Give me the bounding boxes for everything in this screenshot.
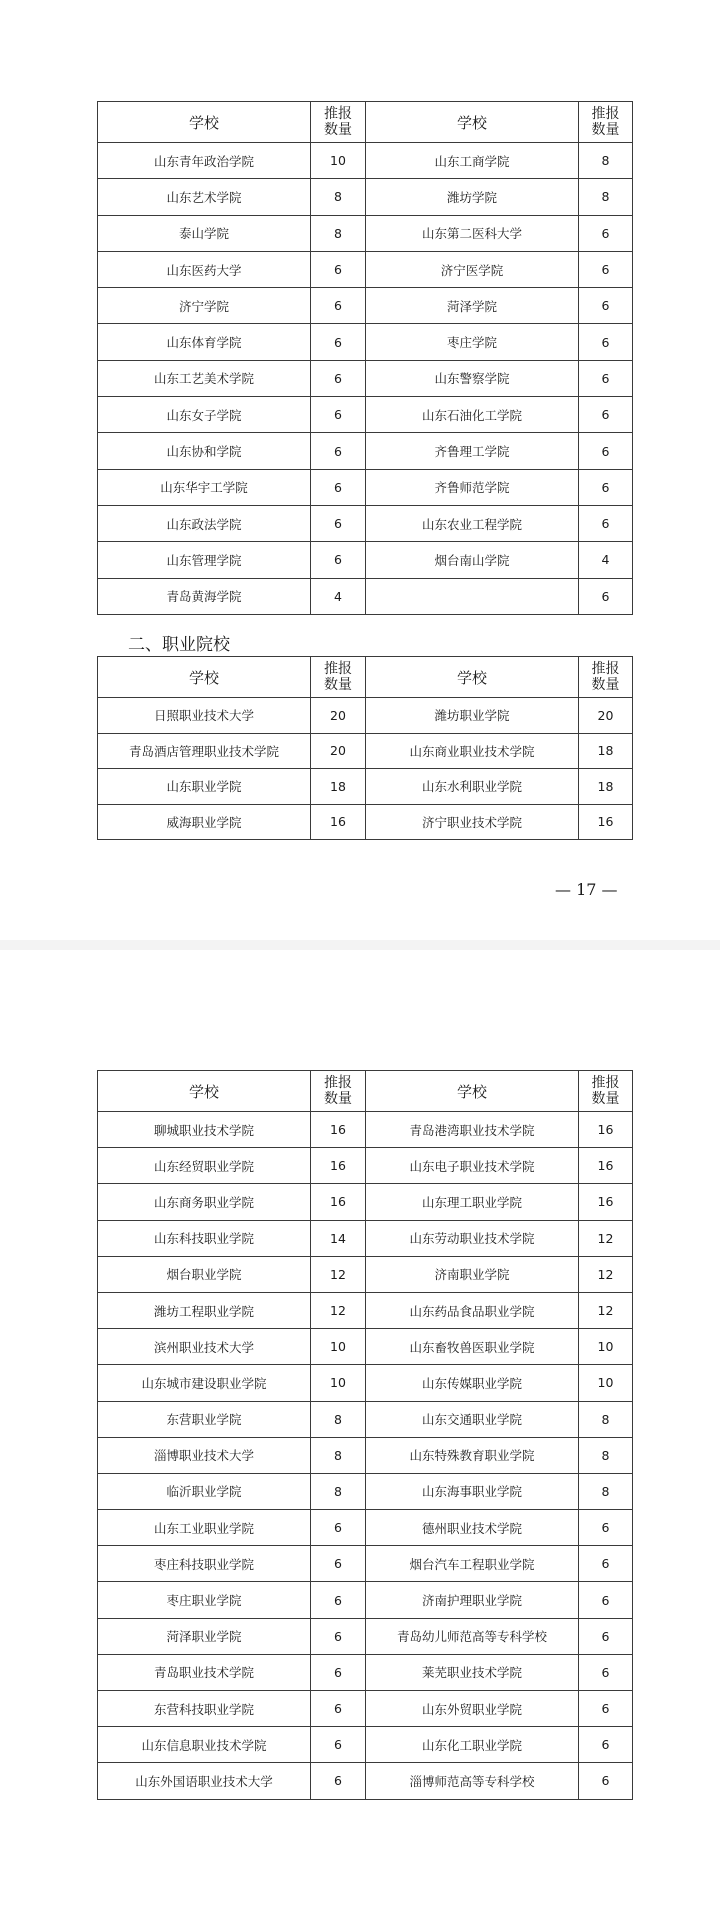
quota-cell: 20: [579, 698, 633, 734]
quota-cell: 6: [311, 360, 366, 396]
table-row: [98, 360, 633, 396]
school-name-cell: 山东农业工程学院: [366, 505, 579, 541]
table-row: [98, 1329, 633, 1365]
quota-cell: 6: [579, 578, 633, 614]
table-row: [98, 505, 633, 541]
quota-cell: 12: [579, 1220, 633, 1256]
school-name-cell: 淄博师范高等专科学校: [366, 1763, 579, 1799]
header-quota: 推报 数量: [579, 102, 633, 143]
school-name-cell: 山东畜牧兽医职业学院: [366, 1329, 579, 1365]
school-name-cell: 山东女子学院: [98, 397, 311, 433]
school-name-cell: 山东医药大学: [98, 251, 311, 287]
table-row: [98, 1112, 633, 1148]
quota-cell: 8: [579, 1473, 633, 1509]
quota-cell: 14: [311, 1220, 366, 1256]
school-name-cell: 山东海事职业学院: [366, 1473, 579, 1509]
quota-cell: 6: [579, 1727, 633, 1763]
school-name-cell: 山东特殊教育职业学院: [366, 1437, 579, 1473]
school-name-cell: 山东商务职业学院: [98, 1184, 311, 1220]
quota-cell: 16: [579, 1184, 633, 1220]
school-name-cell: 山东华宇工学院: [98, 469, 311, 505]
quota-cell: 6: [311, 288, 366, 324]
school-name-cell: 泰山学院: [98, 215, 311, 251]
school-name-cell: 山东青年政治学院: [98, 143, 311, 179]
table-row: [98, 1654, 633, 1690]
school-name-cell: 山东工商学院: [366, 143, 579, 179]
quota-cell: 20: [311, 733, 366, 769]
school-name-cell: 山东科技职业学院: [98, 1220, 311, 1256]
header-quota: 推报 数量: [579, 657, 633, 698]
school-name-cell: 济南职业学院: [366, 1256, 579, 1292]
header-quota: 推报 数量: [311, 1071, 366, 1112]
quota-cell: 16: [311, 1148, 366, 1184]
quota-cell: 6: [579, 1654, 633, 1690]
section-heading-vocational: 二、职业院校: [128, 635, 230, 655]
school-name-cell: 枣庄科技职业学院: [98, 1546, 311, 1582]
quota-cell: 6: [311, 1654, 366, 1690]
school-name-cell: 东营职业学院: [98, 1401, 311, 1437]
quota-cell: 6: [311, 251, 366, 287]
table-row: [98, 433, 633, 469]
school-name-cell: 山东药品食品职业学院: [366, 1292, 579, 1328]
quota-cell: 6: [311, 1546, 366, 1582]
quota-cell: 6: [579, 397, 633, 433]
school-name-cell: 山东工艺美术学院: [98, 360, 311, 396]
table-row: [98, 1473, 633, 1509]
quota-cell: 10: [311, 1365, 366, 1401]
table-row: [98, 542, 633, 578]
quota-cell: 8: [311, 179, 366, 215]
school-name-cell: 山东管理学院: [98, 542, 311, 578]
school-name-cell: 山东经贸职业学院: [98, 1148, 311, 1184]
quota-cell: 6: [311, 1727, 366, 1763]
school-name-cell: 淄博职业技术大学: [98, 1437, 311, 1473]
school-name-cell: 山东外贸职业学院: [366, 1691, 579, 1727]
school-name-cell: 枣庄学院: [366, 324, 579, 360]
table-row: [98, 1401, 633, 1437]
school-name-cell: 菏泽职业学院: [98, 1618, 311, 1654]
school-name-cell: 山东信息职业技术学院: [98, 1727, 311, 1763]
quota-cell: 6: [579, 215, 633, 251]
quota-cell: 18: [579, 769, 633, 805]
quota-cell: 6: [579, 288, 633, 324]
school-name-cell: 滨州职业技术大学: [98, 1329, 311, 1365]
school-name-cell: 青岛黄海学院: [98, 578, 311, 614]
quota-cell: 6: [579, 1510, 633, 1546]
school-name-cell: 山东第二医科大学: [366, 215, 579, 251]
quota-cell: 6: [311, 397, 366, 433]
school-name-cell: 潍坊工程职业学院: [98, 1292, 311, 1328]
quota-cell: 16: [311, 804, 366, 840]
quota-cell: 20: [311, 698, 366, 734]
school-name-cell: 青岛幼儿师范高等专科学校: [366, 1618, 579, 1654]
table-row: [98, 733, 633, 769]
quota-cell: 12: [579, 1256, 633, 1292]
school-name-cell: 齐鲁师范学院: [366, 469, 579, 505]
header-school: 学校: [366, 102, 579, 143]
header-school: 学校: [366, 657, 579, 698]
quota-cell: 8: [311, 215, 366, 251]
school-name-cell: 烟台南山学院: [366, 542, 579, 578]
quota-cell: 8: [579, 1401, 633, 1437]
quota-cell: 6: [311, 542, 366, 578]
quota-cell: 6: [311, 433, 366, 469]
table-row: [98, 578, 633, 614]
header-quota: 推报 数量: [579, 1071, 633, 1112]
school-name-cell: 济宁职业技术学院: [366, 804, 579, 840]
table-row: [98, 179, 633, 215]
quota-cell: 6: [311, 1763, 366, 1799]
table-row: [98, 1691, 633, 1727]
school-name-cell: 山东艺术学院: [98, 179, 311, 215]
quota-cell: 4: [311, 578, 366, 614]
header-school: 学校: [98, 1071, 311, 1112]
table-row: [98, 288, 633, 324]
quota-cell: 6: [579, 469, 633, 505]
quota-cell: 18: [579, 733, 633, 769]
table-header-row: [98, 657, 633, 698]
quota-cell: 6: [579, 1618, 633, 1654]
table-row: [98, 469, 633, 505]
quota-cell: 8: [311, 1473, 366, 1509]
school-name-cell: 聊城职业技术学院: [98, 1112, 311, 1148]
page-number: — 17 —: [555, 880, 618, 899]
quota-cell: 6: [579, 433, 633, 469]
quota-cell: 6: [311, 1582, 366, 1618]
school-name-cell: 山东协和学院: [98, 433, 311, 469]
table-row: [98, 397, 633, 433]
quota-cell: 6: [579, 1763, 633, 1799]
vocational-quota-table-continued: [97, 1070, 633, 1800]
quota-cell: 6: [311, 1618, 366, 1654]
quota-cell: 6: [579, 1546, 633, 1582]
school-name-cell: 山东劳动职业技术学院: [366, 1220, 579, 1256]
school-name-cell: 临沂职业学院: [98, 1473, 311, 1509]
quota-cell: 12: [311, 1292, 366, 1328]
school-name-cell: 山东传媒职业学院: [366, 1365, 579, 1401]
school-name-cell: 济宁学院: [98, 288, 311, 324]
school-name-cell: 山东石油化工学院: [366, 397, 579, 433]
quota-cell: 10: [311, 1329, 366, 1365]
undergrad-quota-table: [97, 101, 633, 615]
quota-cell: 4: [579, 542, 633, 578]
school-name-cell: 山东政法学院: [98, 505, 311, 541]
document-page-18: [0, 950, 720, 1928]
school-name-cell: 山东职业学院: [98, 769, 311, 805]
table-row: [98, 324, 633, 360]
quota-cell: 16: [311, 1184, 366, 1220]
table-row: [98, 1365, 633, 1401]
quota-cell: 6: [311, 469, 366, 505]
quota-cell: 8: [311, 1437, 366, 1473]
table-row: [98, 698, 633, 734]
school-name-cell: 山东城市建设职业学院: [98, 1365, 311, 1401]
header-quota: 推报 数量: [311, 657, 366, 698]
table-row: [98, 1546, 633, 1582]
quota-cell: 8: [579, 1437, 633, 1473]
school-name-cell: 菏泽学院: [366, 288, 579, 324]
quota-cell: 12: [311, 1256, 366, 1292]
quota-cell: 12: [579, 1292, 633, 1328]
quota-cell: 6: [579, 251, 633, 287]
table-row: [98, 769, 633, 805]
header-school: 学校: [98, 102, 311, 143]
school-name-cell: 山东交通职业学院: [366, 1401, 579, 1437]
quota-cell: 8: [579, 143, 633, 179]
quota-cell: 6: [311, 505, 366, 541]
table-row: [98, 1763, 633, 1799]
school-name-cell: 青岛港湾职业技术学院: [366, 1112, 579, 1148]
table-row: [98, 215, 633, 251]
table-row: [98, 1256, 633, 1292]
quota-cell: 16: [579, 1112, 633, 1148]
table-row: [98, 1582, 633, 1618]
school-name-cell: 威海职业学院: [98, 804, 311, 840]
school-name-cell: 济南护理职业学院: [366, 1582, 579, 1618]
table-row: [98, 1437, 633, 1473]
table-header-row: [98, 1071, 633, 1112]
document-page-17: [0, 0, 720, 940]
quota-cell: 6: [311, 1691, 366, 1727]
quota-cell: 8: [579, 179, 633, 215]
quota-cell: 8: [311, 1401, 366, 1437]
header-quota: 推报 数量: [311, 102, 366, 143]
table-row: [98, 1184, 633, 1220]
quota-cell: 6: [579, 505, 633, 541]
school-name-cell: 枣庄职业学院: [98, 1582, 311, 1618]
quota-cell: 6: [579, 1691, 633, 1727]
header-school: 学校: [98, 657, 311, 698]
school-name-cell: 山东商业职业技术学院: [366, 733, 579, 769]
header-school: 学校: [366, 1071, 579, 1112]
school-name-cell: 德州职业技术学院: [366, 1510, 579, 1546]
school-name-cell: 山东水利职业学院: [366, 769, 579, 805]
quota-cell: 16: [311, 1112, 366, 1148]
school-name-cell: 山东化工职业学院: [366, 1727, 579, 1763]
quota-cell: 6: [311, 1510, 366, 1546]
table-row: [98, 1618, 633, 1654]
school-name-cell: 日照职业技术大学: [98, 698, 311, 734]
school-name-cell: 青岛酒店管理职业技术学院: [98, 733, 311, 769]
school-name-cell: 青岛职业技术学院: [98, 1654, 311, 1690]
vocational-quota-table: [97, 656, 633, 840]
quota-cell: 6: [579, 1582, 633, 1618]
table-row: [98, 251, 633, 287]
school-name-cell: [366, 578, 579, 614]
quota-cell: 16: [579, 1148, 633, 1184]
quota-cell: 10: [579, 1365, 633, 1401]
quota-cell: 10: [579, 1329, 633, 1365]
school-name-cell: 山东外国语职业技术大学: [98, 1763, 311, 1799]
quota-cell: 6: [579, 360, 633, 396]
quota-cell: 18: [311, 769, 366, 805]
table-row: [98, 143, 633, 179]
quota-cell: 16: [579, 804, 633, 840]
table-row: [98, 1510, 633, 1546]
quota-cell: 6: [311, 324, 366, 360]
school-name-cell: 东营科技职业学院: [98, 1691, 311, 1727]
school-name-cell: 烟台汽车工程职业学院: [366, 1546, 579, 1582]
school-name-cell: 莱芜职业技术学院: [366, 1654, 579, 1690]
school-name-cell: 山东警察学院: [366, 360, 579, 396]
school-name-cell: 潍坊学院: [366, 179, 579, 215]
school-name-cell: 烟台职业学院: [98, 1256, 311, 1292]
quota-cell: 6: [579, 324, 633, 360]
school-name-cell: 山东电子职业技术学院: [366, 1148, 579, 1184]
table-row: [98, 1727, 633, 1763]
table-row: [98, 804, 633, 840]
table-header-row: [98, 102, 633, 143]
school-name-cell: 济宁医学院: [366, 251, 579, 287]
school-name-cell: 山东体育学院: [98, 324, 311, 360]
table-row: [98, 1220, 633, 1256]
school-name-cell: 山东理工职业学院: [366, 1184, 579, 1220]
quota-cell: 10: [311, 143, 366, 179]
school-name-cell: 潍坊职业学院: [366, 698, 579, 734]
table-row: [98, 1292, 633, 1328]
table-row: [98, 1148, 633, 1184]
school-name-cell: 齐鲁理工学院: [366, 433, 579, 469]
school-name-cell: 山东工业职业学院: [98, 1510, 311, 1546]
